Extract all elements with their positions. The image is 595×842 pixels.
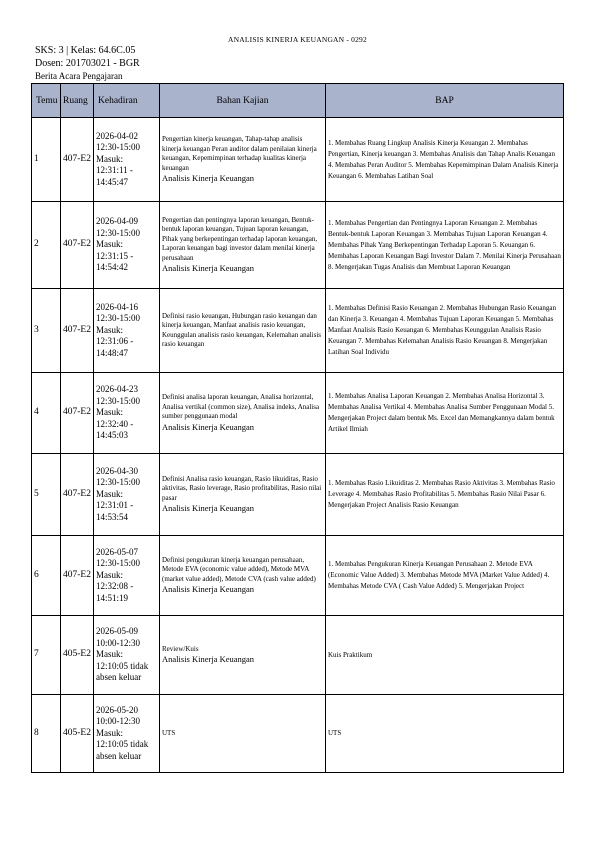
- keluar-time: 14:48:47: [96, 347, 129, 358]
- header-ruang: Ruang: [61, 84, 94, 118]
- cell-ruang: 407-E2: [61, 454, 94, 536]
- cell-bap: 1. Membahas Pengukuran Kinerja Keuangan Perusahaan 2. Metode EVA (Economic Value Added) 3. Membahas Metode MVA (Market Value Added) 4. Membahas Metode CVA ( Cash Value Added) 5. Mengerjakan Project: [326, 536, 564, 616]
- sks-class-line: SKS: 3 | Kelas: 64.6C.05: [35, 45, 136, 56]
- session-date: 2026-05-20: [96, 704, 138, 715]
- masuk-time: 12:31:06 -: [96, 336, 134, 347]
- cell-bahan-kajian: [160, 695, 326, 773]
- report-caption: Berita Acara Pengajaran: [35, 71, 123, 81]
- masuk-time: 12:31:11 -: [96, 165, 133, 176]
- masuk-label: Masuk:: [96, 239, 123, 250]
- bahan-course: Analisis Kinerja Keuangan: [162, 263, 255, 274]
- cell-temu: 5: [32, 454, 61, 536]
- header-kehadiran: Kehadiran: [94, 84, 160, 118]
- bahan-text: Definisi rasio keuangan, Hubungan rasio keuangan dan kinerja keuangan, Manfaat analisis rasio keuangan, Keunggulan analisis rasio keuangan, Kelemahan analisis rasio keuangan: [162, 311, 322, 348]
- session-date: 2026-04-16: [96, 301, 138, 312]
- session-date: 2026-04-30: [96, 465, 138, 476]
- table-row: [32, 373, 564, 454]
- cell-ruang: 407-E2: [61, 202, 94, 289]
- cell-bap: UTS: [326, 695, 564, 773]
- keluar-time: 14:45:47: [96, 176, 129, 187]
- cell-bap: Kuis Praktikum: [326, 616, 564, 695]
- cell-kehadiran: [94, 454, 160, 536]
- session-time: 10:00-12:30: [96, 716, 140, 727]
- bahan-text: Definisi Analisa rasio keuangan, Rasio likuiditas, Rasio aktivitas, Rasio leverage, Rasio profitabilitas, Rasio nilai pasar: [162, 474, 322, 502]
- session-time: 12:30-15:00: [96, 313, 140, 324]
- masuk-time: 12:31:01 -: [96, 500, 134, 511]
- masuk-time: 12:32:08 -: [96, 581, 134, 592]
- session-time: 12:30-15:00: [96, 558, 140, 569]
- bahan-text: Review/Kuis: [162, 644, 199, 653]
- cell-bap: 1. Membahas Analisa Laporan Keuangan 2. Membahas Analisa Horizontal 3. Membahas Analisa Vertikal 4. Membahas Analisa Sumber Penggunaan Modal 5. Mengerjakan Project dalam bentuk Ms. Excel dan Memangkannya dalam bentuk Artikel Ilmiah: [326, 373, 564, 454]
- table-row: [32, 695, 564, 773]
- session-time: 12:30-15:00: [96, 395, 140, 406]
- masuk-label: Masuk:: [96, 649, 123, 660]
- masuk-time: 12:10:05 tidak: [96, 660, 149, 671]
- cell-temu: 1: [32, 118, 61, 202]
- table-row: [32, 454, 564, 536]
- masuk-time: 12:32:40 -: [96, 418, 134, 429]
- table-row: [32, 118, 564, 202]
- keluar-time: 14:45:03: [96, 430, 129, 441]
- session-date: 2026-04-09: [96, 216, 138, 227]
- masuk-label: Masuk:: [96, 569, 123, 580]
- cell-bahan-kajian: [160, 118, 326, 202]
- session-time: 12:30-15:00: [96, 142, 140, 153]
- keluar-time: 14:51:19: [96, 592, 129, 603]
- masuk-label: Masuk:: [96, 407, 123, 418]
- teaching-report-table: [31, 83, 564, 773]
- header-temu: Temu: [32, 84, 61, 118]
- cell-ruang: 407-E2: [61, 118, 94, 202]
- masuk-time: 12:10:05 tidak: [96, 739, 149, 750]
- cell-ruang: 407-E2: [61, 536, 94, 616]
- bahan-text: Pengertian dan pentingnya laporan keuangan, Bentuk-bentuk laporan keuangan, Tujuan laporan keuangan, Pihak yang berkepentingan terhadap laporan keuangan, Laporan keuangan bagi investor dalam menilai kinerja perusahaan: [162, 215, 318, 262]
- cell-bahan-kajian: [160, 536, 326, 616]
- session-date: 2026-04-02: [96, 130, 138, 141]
- header-bahan-kajian: Bahan Kajian: [160, 84, 326, 118]
- session-time: 12:30-15:00: [96, 227, 140, 238]
- cell-bap: 1. Membahas Definisi Rasio Keuangan 2. Membahas Hubungan Rasio Keuangan dan Kinerja 3. Keuangan 4. Membahas Tujuan Laporan Keuangan 5. Membahas Manfaat Analisis Rasio Keuangan 6. Membahas Keunggulan Analisis Rasio Keuangan 7. Membahas Kelemahan Analisis Rasio Keuangan 8. Mengerjakan Latihan Soal Individu: [326, 289, 564, 373]
- keluar-time: absen keluar: [96, 750, 142, 761]
- masuk-label: Masuk:: [96, 488, 123, 499]
- course-meta: [35, 45, 140, 83]
- cell-temu: 7: [32, 616, 61, 695]
- cell-kehadiran: [94, 616, 160, 695]
- cell-bahan-kajian: [160, 454, 326, 536]
- cell-bap: 1. Membahas Ruang Lingkup Analisis Kinerja Keuangan 2. Membahas Pengertian, Kinerja keuangan 3. Membahas Analisis dan Tahap Analis Keuangan 4. Membahas Peran Auditor 5. Membahas Kepemimpinan Dalam Analisis Kinerja Keuangan 6. Membahas Latihan Soal: [326, 118, 564, 202]
- session-date: 2026-04-23: [96, 384, 138, 395]
- cell-kehadiran: [94, 695, 160, 773]
- cell-ruang: 405-E2: [61, 695, 94, 773]
- bahan-text: UTS: [162, 728, 176, 737]
- cell-bahan-kajian: [160, 289, 326, 373]
- cell-kehadiran: [94, 536, 160, 616]
- cell-bap: 1. Membahas Pengertian dan Pentingnya Laporan Keuangan 2. Membahas Bentuk-bentuk Laporan Keuangan 3. Membahas Tujuan Laporan Keuangan 4. Membahas Pihak Yang Berkepentingan Terhadap Laporan 5. Keuangan 6. Membahas Laporan Keuangan Bagi Investor Dalam 7. Menilai Kinerja Perusahaan 8. Mengerjakan Tugas Analisis dan Membuat Laporan Keuangan: [326, 202, 564, 289]
- keluar-time: absen keluar: [96, 672, 142, 683]
- session-date: 2026-05-07: [96, 546, 138, 557]
- bahan-text: Pengertian kinerja keuangan, Tahap-tahap analisis kinerja keuangan Peran auditor dalam penilaian kinerja keuangan, Kepemimpinan terhadap kualitas kinerja keuangan: [162, 135, 317, 172]
- cell-kehadiran: [94, 202, 160, 289]
- masuk-label: Masuk:: [96, 153, 123, 164]
- bahan-course: Analisis Kinerja Keuangan: [162, 654, 255, 665]
- cell-ruang: 407-E2: [61, 373, 94, 454]
- masuk-time: 12:31:15 -: [96, 250, 134, 261]
- table-row: [32, 202, 564, 289]
- masuk-label: Masuk:: [96, 324, 123, 335]
- cell-temu: 4: [32, 373, 61, 454]
- cell-bahan-kajian: [160, 202, 326, 289]
- session-time: 12:30-15:00: [96, 477, 140, 488]
- cell-temu: 3: [32, 289, 61, 373]
- keluar-time: 14:53:54: [96, 511, 129, 522]
- header-bap: BAP: [326, 84, 564, 118]
- keluar-time: 14:54:42: [96, 262, 129, 273]
- table-row: [32, 536, 564, 616]
- session-time: 10:00-12:30: [96, 637, 140, 648]
- page-title: ANALISIS KINERJA KEUANGAN - 0292: [228, 35, 367, 44]
- masuk-label: Masuk:: [96, 727, 123, 738]
- cell-temu: 2: [32, 202, 61, 289]
- cell-kehadiran: [94, 289, 160, 373]
- session-date: 2026-05-09: [96, 626, 138, 637]
- cell-bahan-kajian: [160, 616, 326, 695]
- cell-bahan-kajian: [160, 373, 326, 454]
- lecturer-line: Dosen: 201703021 - BGR: [35, 57, 140, 69]
- table-header-row: [32, 84, 564, 118]
- cell-kehadiran: [94, 373, 160, 454]
- bahan-text: Definisi pengukuran kinerja keuangan perusahaan, Metode EVA (economic value added), Metode MVA (market value added), Metode CVA (cash value added): [162, 555, 316, 583]
- cell-temu: 8: [32, 695, 61, 773]
- cell-bap: 1. Membahas Rasio Likuiditas 2. Membahas Rasio Aktivitas 3. Membahas Rasio Leverage 4. Membahas Rasio Profitabilitas 5. Membahas Rasio Nilai Pasar 6. Mengerjakan Project Analisis Rasio Keuangan: [326, 454, 564, 536]
- table-row: [32, 616, 564, 695]
- bahan-text: Definisi analisa laporan keuangan, Analisa horizontal, Analisa vertikal (common size), Analisa indeks, Analisa sumber penggunaan modal: [162, 393, 320, 421]
- cell-ruang: 407-E2: [61, 289, 94, 373]
- bahan-course: Analisis Kinerja Keuangan: [162, 421, 255, 432]
- cell-temu: 6: [32, 536, 61, 616]
- bahan-course: Analisis Kinerja Keuangan: [162, 173, 255, 183]
- cell-ruang: 405-E2: [61, 616, 94, 695]
- bahan-course: Analisis Kinerja Keuangan: [162, 584, 255, 595]
- table-row: [32, 289, 564, 373]
- bahan-course: Analisis Kinerja Keuangan: [162, 503, 255, 514]
- cell-kehadiran: [94, 118, 160, 202]
